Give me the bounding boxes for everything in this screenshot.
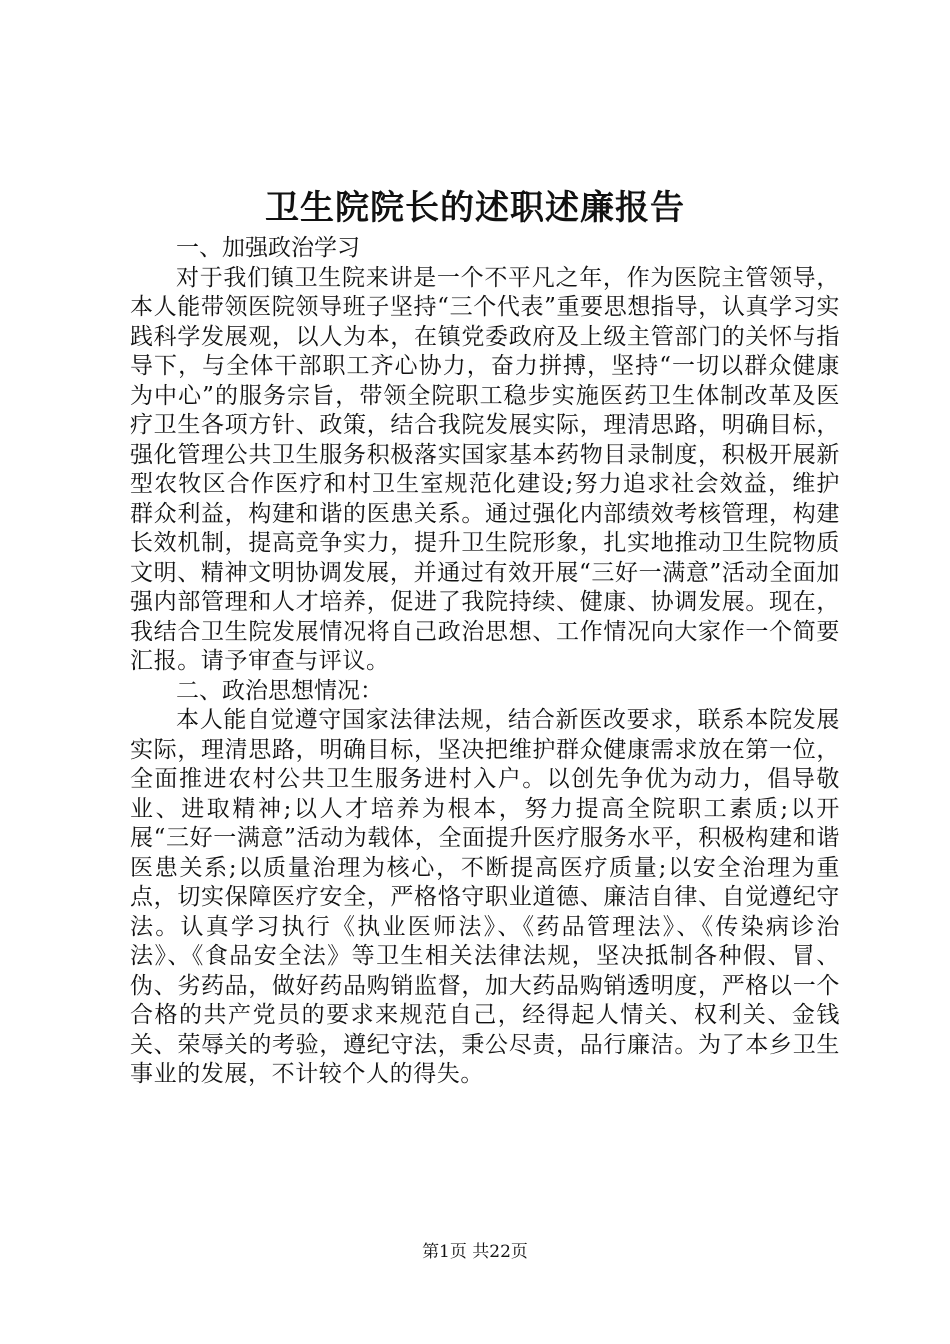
- section-paragraph-1: 对于我们镇卫生院来讲是一个不平凡之年，作为医院主管领导，本人能带领医院领导班子坚持“三个代表”重要思想指导，认真学习实践科学发展观，以人为本，在镇党委政府及上级主管部门的关怀与指导下，与全体干部职工齐心协力，奋力拼搏，坚持“一切以群众健康为中心”的服务宗旨，带领全院职工稳步实施医药卫生体制改革及医疗卫生各项方针、政策，结合我院发展实际，理清思路，明确目标，强化管理公共卫生服务积极落实国家基本药物目录制度，积极开展新型农牧区合作医疗和村卫生室规范化建设;努力追求社会效益，维护群众利益，构建和谐的医患关系。通过强化内部绩效考核管理，构建长效机制，提高竞争实力，提升卫生院形象，扎实地推动卫生院物质文明、精神文明协调发展，并通过有效开展“三好一满意”活动全面加强内部管理和人才培养，促进了我院持续、健康、协调发展。现在，我结合卫生院发展情况将自己政治思想、工作情况向大家作一个简要汇报。请予审查与评议。: [130, 264, 840, 674]
- section-paragraph-2: 本人能自觉遵守国家法律法规，结合新医改要求，联系本院发展实际，理清思路，明确目标，坚决把维护群众健康需求放在第一位，全面推进农村公共卫生服务进村入户。以创先争优为动力，倡导敬业、进取精神;以人才培养为根本，努力提高全院职工素质;以开展“三好一满意”活动为载体，全面提升医疗服务水平，积极构建和谐医患关系;以质量治理为核心，不断提高医疗质量;以安全治理为重点，切实保障医疗安全，严格恪守职业道德、廉洁自律、自觉遵纪守法。认真学习执行《执业医师法》、《药品管理法》、《传染病诊治法》、《食品安全法》等卫生相关法律法规，坚决抵制各种假、冒、伪、劣药品，做好药品购销监督，加大药品购销透明度，严格以一个合格的共产党员的要求来规范自己，经得起人情关、权利关、金钱关、荣辱关的考验，遵纪守法，秉公尽责，品行廉洁。为了本乡卫生事业的发展，不计较个人的得失。: [130, 707, 840, 1087]
- section-heading-1: 一、加强政治学习: [176, 235, 360, 261]
- document-title: 卫生院院长的述职述廉报告: [265, 188, 685, 228]
- section-heading-2: 二、政治思想情况：: [176, 677, 383, 704]
- page-number-footer: 第1页 共22页: [422, 1242, 528, 1262]
- document-body: [130, 234, 840, 1090]
